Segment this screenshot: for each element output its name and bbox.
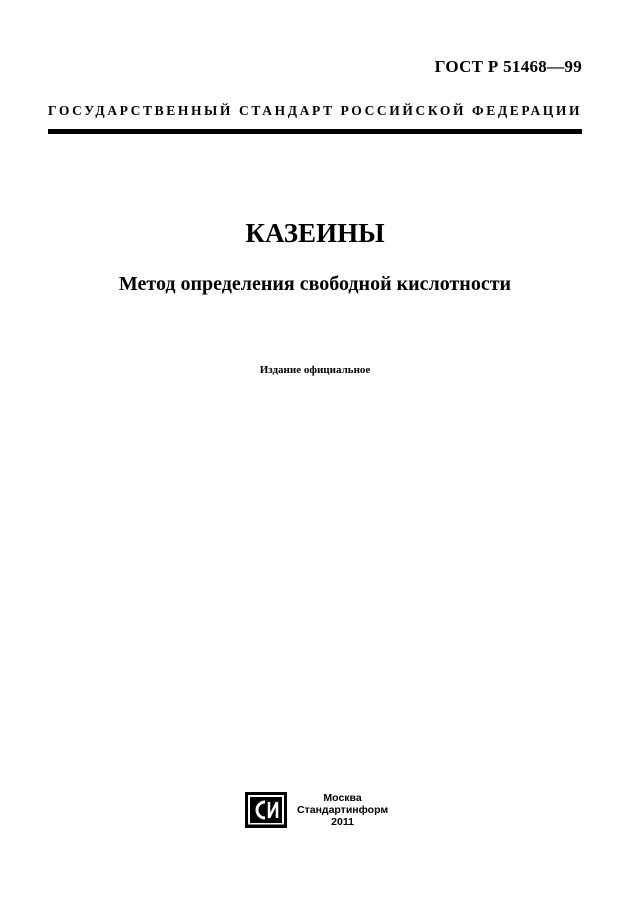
document-title: КАЗЕИНЫ bbox=[245, 218, 385, 248]
document-subtitle: Метод определения свободной кислотности bbox=[118, 273, 512, 295]
publisher-year: 2011 bbox=[331, 816, 354, 828]
publisher-city: Москва bbox=[323, 792, 362, 804]
publisher-name: Стандартинформ bbox=[297, 804, 389, 816]
header-banner: ГОСУДАРСТВЕННЫЙ СТАНДАРТ РОССИЙСКОЙ ФЕДЕРАЦИИ bbox=[48, 103, 583, 118]
standartinform-logo-icon bbox=[245, 792, 287, 828]
publisher-block bbox=[245, 792, 388, 828]
document-number: ГОСТ Р 51468—99 bbox=[434, 57, 582, 76]
edition-label: Издание официальное bbox=[259, 364, 371, 376]
publisher-text bbox=[297, 792, 388, 828]
header-rule bbox=[48, 129, 582, 134]
